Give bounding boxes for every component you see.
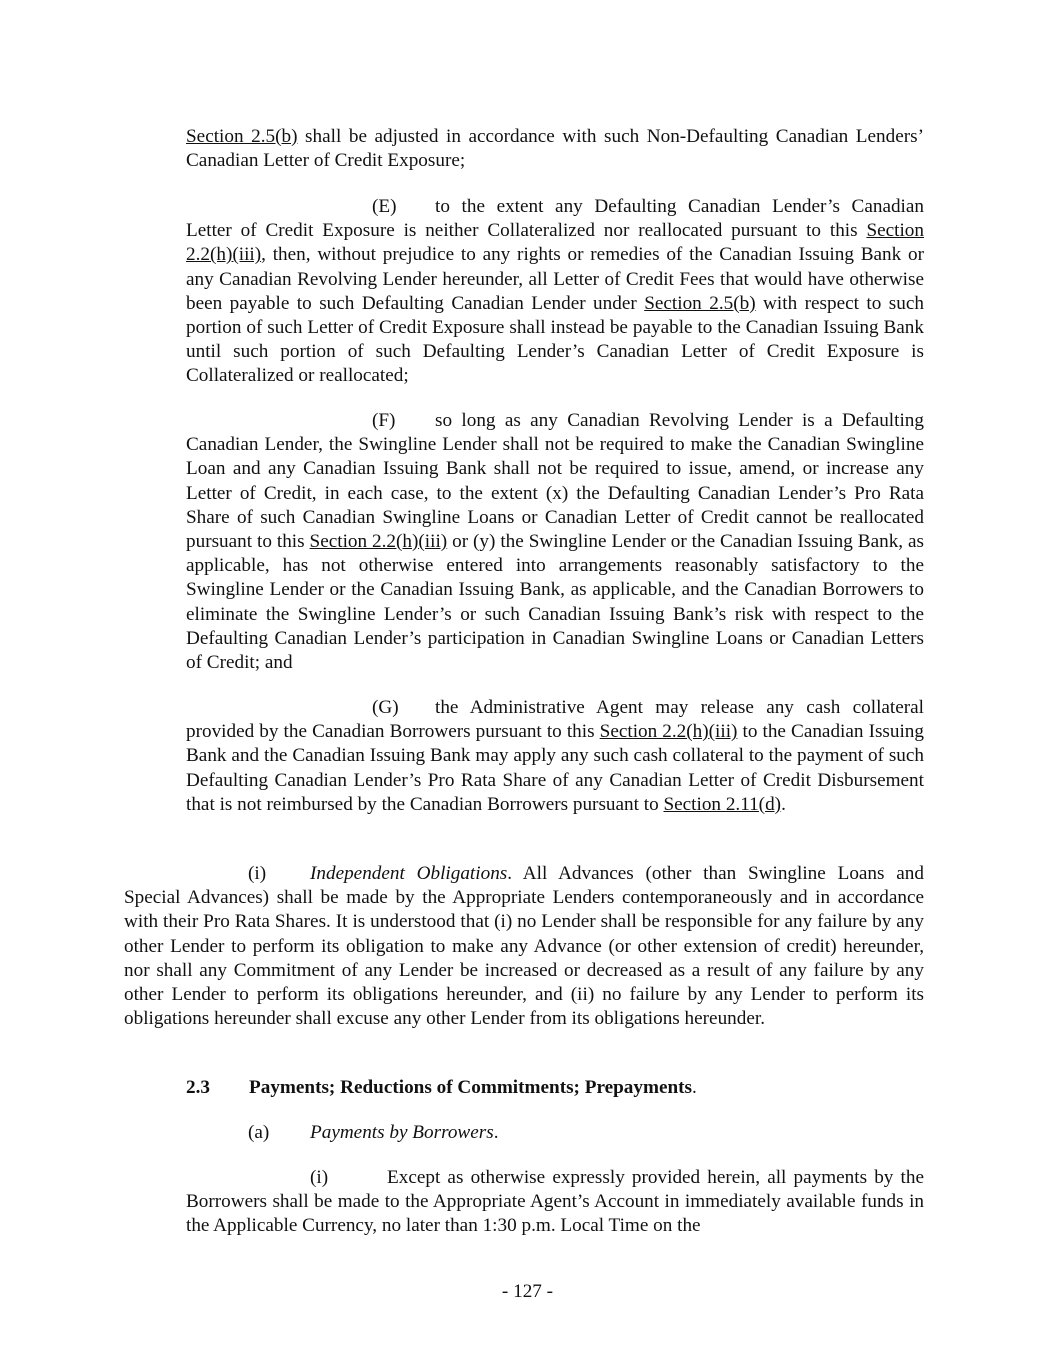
paragraph-label: (F)	[372, 410, 396, 431]
paragraph-E	[186, 195, 924, 389]
paragraph-G	[186, 696, 924, 817]
page-number: - 127 -	[501, 1281, 554, 1302]
paragraph-label: (G)	[372, 697, 399, 718]
paragraph-text: or (y) the Swingline Lender or the Canadian Issuing Bank, as applicable, has not otherwise entered into arrangements reasonably satisfactory to the Swingline Lender or the Canadian Issuing Bank, as applicable, and the Canadian Borrowers to eliminate the Swingline Lender’s or such Canadian Issuing Bank’s risk with respect to the Defaulting Canadian Lender’s participation in Canadian Swingline Loans or Canadian Letters of Credit; and	[186, 531, 925, 674]
paragraph-text: to the Canadian Issuing Bank and the Canadian Issuing Bank may apply any such cash collateral to the payment of such Defaulting Canadian Lender’s Pro Rata Share of any Canadian Letter of Credit Disbursement that is not reimbursed by the Canadian Borrowers pursuant to	[186, 721, 924, 815]
section-reference-link: Section 2.11(d)	[663, 793, 782, 815]
continuation-text: shall be adjusted in accordance with such Non-Defaulting Canadian Lenders’ Canadian Letter of Credit Exposure;	[186, 126, 924, 172]
subsection-title-tail: .	[493, 1122, 499, 1143]
section-reference-link: Section 2.2(h)(iii)	[186, 220, 924, 266]
section-reference-link: Section 2.2(h)(iii)	[599, 721, 738, 743]
section-number: 2.3	[186, 1077, 210, 1098]
paragraph-text: so long as any Canadian Revolving Lender is a Defaulting Canadian Lender, the Swingline Lender shall not be required to make the Canadian Swingline Loan and any Canadian Issuing Bank shall not be required to issue, amend, or increase any Letter of Credit, in each case, to the extent (x) the Defaulting Canadian Lender’s Pro Rata Share of such Canadian Swingline Loans or Canadian Letter of Credit cannot be reallocated pursuant to this	[186, 410, 924, 553]
paragraph-title: Independent Obligations	[310, 863, 508, 884]
subsection-heading	[248, 1121, 498, 1145]
paragraph-text: with respect to such portion of such Letter of Credit Exposure shall instead be payable to the Canadian Issuing Bank until such portion of such Defaulting Lender’s Canadian Letter of Credit Exposure is Collateralized or reallocated;	[186, 292, 924, 387]
paragraph-text: the Administrative Agent may release any cash collateral provided by the Canadian Borrowers pursuant to this	[186, 697, 924, 743]
section-title: Payments; Reductions of Commitments; Prepayments	[249, 1077, 693, 1098]
paragraph-F	[186, 409, 924, 675]
section-title-tail: .	[692, 1077, 697, 1098]
section-reference-link: Section 2.2(h)(iii)	[309, 531, 448, 553]
continuation-paragraph	[186, 125, 924, 173]
section-reference-link: Section 2.5(b)	[644, 292, 756, 314]
subsection-title: Payments by Borrowers	[310, 1122, 494, 1143]
paragraph-label: (i)	[248, 863, 267, 884]
paragraph-text: .	[781, 793, 786, 815]
subsection-label: (a)	[248, 1122, 270, 1143]
section-reference-link: Section 2.5(b)	[186, 126, 298, 147]
paragraph-label: (i)	[310, 1167, 329, 1188]
paragraph-a-i	[186, 1166, 924, 1239]
paragraph-text: , then, without prejudice to any rights or remedies of the Canadian Issuing Bank or any Canadian Revolving Lender hereunder, all Letter of Credit Fees that would have otherwise been payable to such Defaulting Canadian Lender under	[186, 244, 924, 314]
section-heading	[186, 1076, 697, 1100]
paragraph-text: to the extent any Defaulting Canadian Lender’s Canadian Letter of Credit Exposure is neither Collateralized nor reallocated pursuant to this	[186, 196, 924, 242]
paragraph-i-independent-obligations	[124, 862, 924, 1031]
paragraph-text: Except as otherwise expressly provided herein, all payments by the Borrowers shall be made to the Appropriate Agent’s Account in immediately available funds in the Applicable Currency, no later than 1:30 p.m. Local Time on the	[186, 1167, 924, 1237]
paragraph-text: . All Advances (other than Swingline Loans and Special Advances) shall be made by the Appropriate Lenders contemporaneously and in accordance with their Pro Rata Shares. It is understood that (i) no Lender shall be responsible for any failure by any other Lender to perform its obligation to make any Advance (or other extension of credit) hereunder, nor shall any Commitment of any Lender be increased or decreased as a result of any failure by any other Lender to perform its obligations hereunder, and (ii) no failure by any Lender to perform its obligations hereunder shall excuse any other Lender from its obligations hereunder.	[124, 863, 924, 1030]
paragraph-label: (E)	[372, 196, 397, 217]
